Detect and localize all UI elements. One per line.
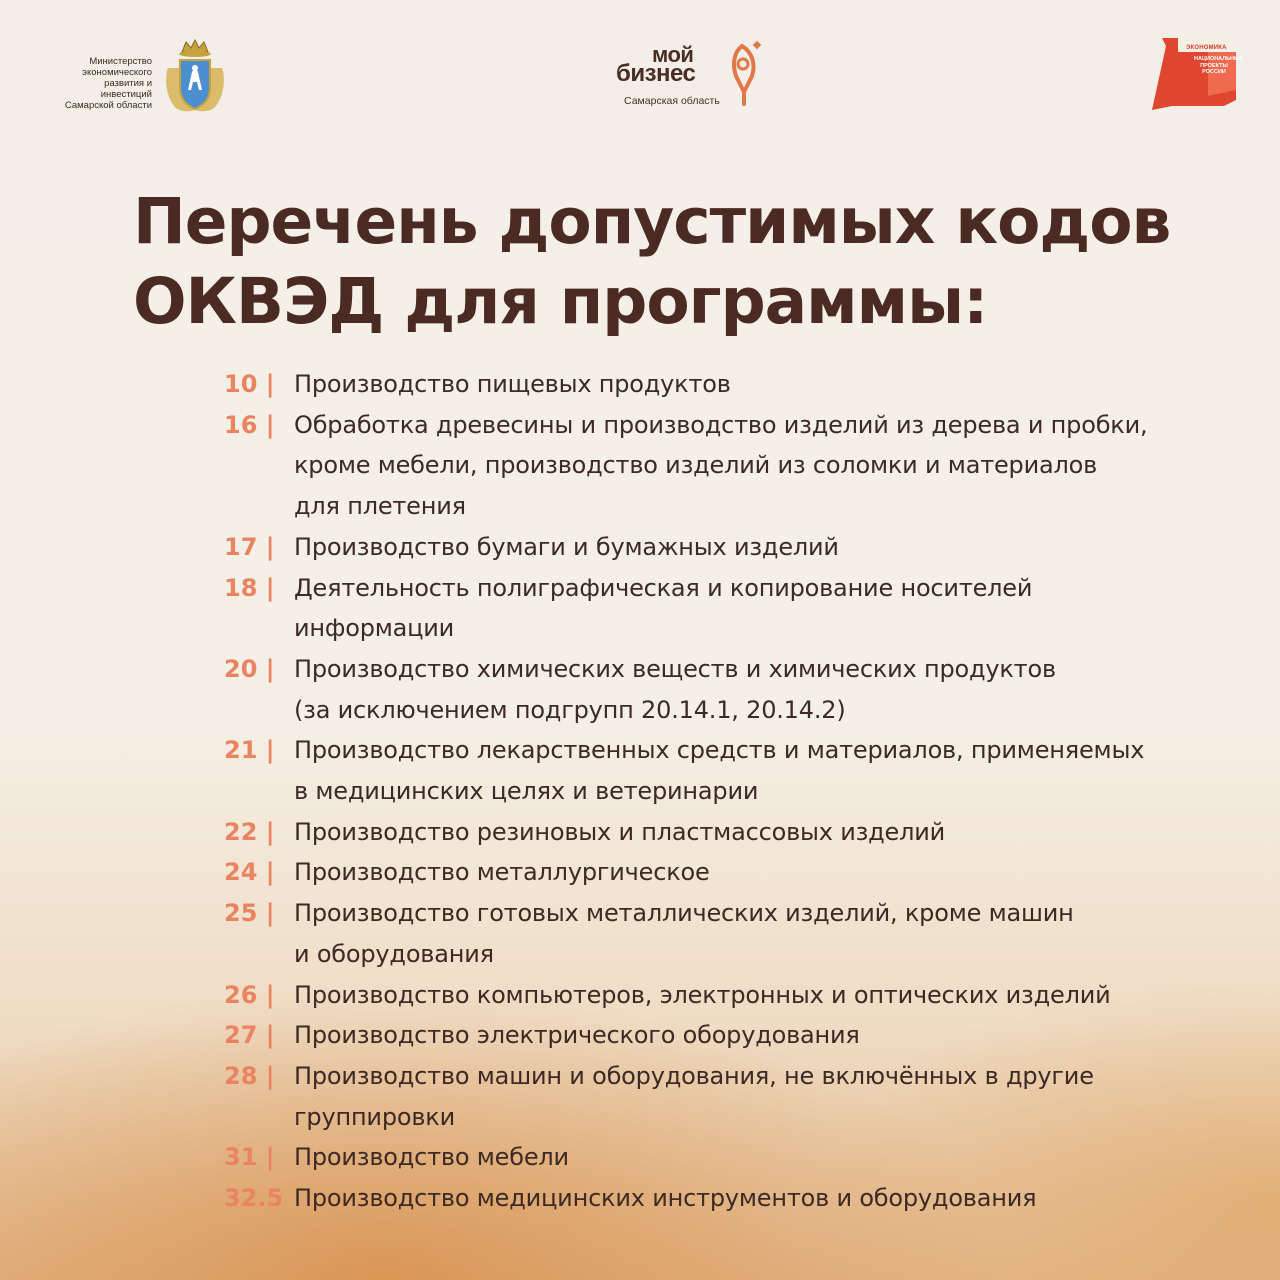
title-line: Перечень допустимых кодов xyxy=(133,185,1171,258)
description-line: Производство мебели xyxy=(294,1143,569,1172)
okved-description xyxy=(294,527,1234,568)
list-item xyxy=(224,852,1234,893)
brand-region: Самарская область xyxy=(624,95,720,107)
brand-word-2: бизнес xyxy=(616,60,696,87)
description-line: Производство лекарственных средств и материалов, применяемых xyxy=(294,736,1145,765)
moy-biznes-logo xyxy=(612,40,772,112)
okved-description xyxy=(294,730,1234,811)
okved-code: 26 | xyxy=(224,980,275,1009)
okved-code: 10 | xyxy=(224,370,275,398)
description-line: Производство резиновых и пластмассовых изделий xyxy=(294,817,946,846)
description-line: Производство машин и оборудования, не включённых в другие xyxy=(294,1061,1094,1090)
np-line: РОССИИ xyxy=(1202,69,1226,75)
list-item xyxy=(224,527,1234,568)
list-item xyxy=(224,1178,1234,1219)
ministry-line: Самарской области xyxy=(64,100,152,111)
okved-description xyxy=(294,1015,1234,1056)
list-item xyxy=(224,1056,1234,1137)
okved-code: 25 | xyxy=(224,899,275,928)
okved-code: 21 | xyxy=(224,736,275,765)
list-item xyxy=(224,893,1234,974)
description-line: информации xyxy=(294,614,455,643)
ministry-logo xyxy=(58,38,234,116)
okved-code: 20 | xyxy=(224,654,275,683)
description-line: Производство медицинских инструментов и оборудования xyxy=(294,1184,1037,1213)
okved-description xyxy=(294,649,1234,730)
okved-description xyxy=(294,812,1234,853)
description-line: Производство готовых металлических изделий, кроме машин xyxy=(294,899,1074,928)
national-projects-logo xyxy=(1148,38,1244,110)
okved-code: 24 | xyxy=(224,858,275,887)
description-line: и оборудования xyxy=(294,939,494,968)
description-line: Производство электрического оборудования xyxy=(294,1021,860,1050)
list-item xyxy=(224,730,1234,811)
ministry-line: Министерство xyxy=(89,56,152,67)
list-item xyxy=(224,975,1234,1016)
list-item xyxy=(224,568,1234,649)
description-line: Производство бумаги и бумажных изделий xyxy=(294,532,839,561)
description-line: Производство компьютеров, электронных и оптических изделий xyxy=(294,980,1111,1009)
okved-description xyxy=(294,364,1234,405)
header xyxy=(0,0,1280,140)
list-item xyxy=(224,405,1234,527)
okved-code: 16 | xyxy=(224,410,275,439)
title-line: ОКВЭД для программы: xyxy=(133,265,988,338)
list-item xyxy=(224,812,1234,853)
brand-word-1: мой xyxy=(652,42,694,67)
np-line: НАЦИОНАЛЬНЫЕ xyxy=(1194,56,1244,62)
okved-code: 28 | xyxy=(224,1061,275,1090)
okved-list xyxy=(224,364,1234,1219)
okved-description xyxy=(294,893,1234,974)
page-title xyxy=(133,182,1233,342)
okved-code: 31 | xyxy=(224,1143,275,1172)
ministry-line: экономического xyxy=(82,67,152,78)
okved-description xyxy=(294,1137,1234,1178)
description-line: группировки xyxy=(294,1102,455,1131)
okved-code: 27 | xyxy=(224,1021,275,1050)
description-line: (за исключением подгрупп 20.14.1, 20.14.2) xyxy=(294,695,846,724)
rocket-pin-icon xyxy=(722,40,766,108)
description-line: Производство металлургическое xyxy=(294,858,710,887)
okved-description xyxy=(294,975,1234,1016)
okved-code: 22 | xyxy=(224,817,275,846)
list-item xyxy=(224,1137,1234,1178)
description-line: для плетения xyxy=(294,492,466,521)
list-item xyxy=(224,649,1234,730)
ministry-name xyxy=(58,56,152,111)
description-line: Производство пищевых продуктов xyxy=(294,370,731,398)
okved-description xyxy=(294,405,1234,527)
description-line: Обработка древесины и производство изделий из дерева и пробки, xyxy=(294,410,1148,439)
list-item xyxy=(224,1015,1234,1056)
samara-coat-of-arms-icon xyxy=(162,38,228,114)
description-line: Производство химических веществ и химических продуктов xyxy=(294,654,1056,683)
np-line: ПРОЕКТЫ xyxy=(1200,62,1228,69)
okved-code: 18 | xyxy=(224,573,275,602)
list-item xyxy=(224,364,1234,405)
okved-description xyxy=(294,1178,1234,1219)
ministry-line: развития и инвестиций xyxy=(100,78,152,100)
national-projects-name xyxy=(1194,56,1244,76)
national-projects-label: ЭКОНОМИКА xyxy=(1186,45,1227,51)
okved-description xyxy=(294,1056,1234,1137)
okved-description xyxy=(294,568,1234,649)
okved-code: 32.5 xyxy=(224,1184,284,1213)
description-line: кроме мебели, производство изделий из соломки и материалов xyxy=(294,451,1098,480)
description-line: в медицинских целях и ветеринарии xyxy=(294,777,759,806)
okved-code: 17 | xyxy=(224,532,275,561)
description-line: Деятельность полиграфическая и копирование носителей xyxy=(294,573,1033,602)
okved-description xyxy=(294,852,1234,893)
